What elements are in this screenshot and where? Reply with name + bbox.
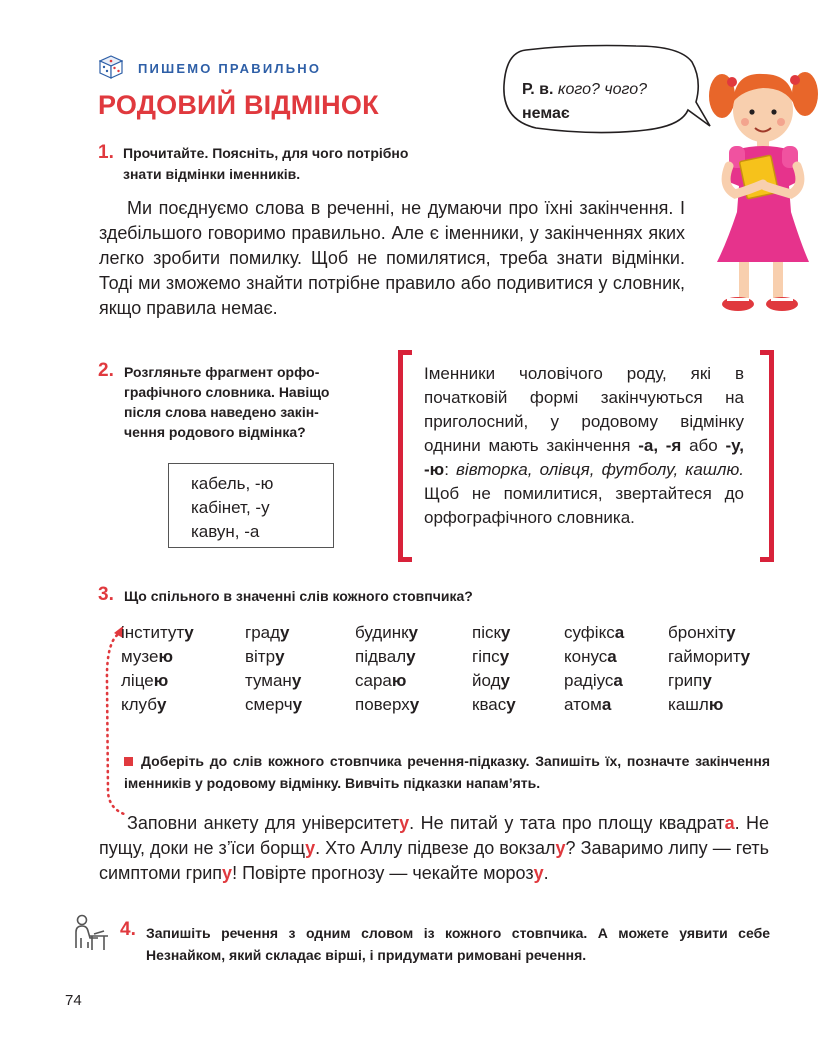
- task1-paragraph: Ми поєднуємо слова в реченні, не думаючи про їхні закінчення. І здебільшого говоримо правильно. Але є іменники, у закінченнях яких легко зробити помилку. Щоб не помилятися, треба знати відмінки. Тоді ми зможемо знайти потрібне правило або подивитися у словник, якщо правила немає.: [99, 198, 685, 318]
- word: суфікса: [564, 623, 625, 642]
- rule-bracket-right: [760, 350, 774, 562]
- task3-subtask-text: Доберіть до слів кожного стовпчика речення-підказку. Запишіть їх, позначте закінчення іменників у родовому відмінку. Вивчіть підказки напам’ять.: [124, 753, 770, 791]
- bullet-square-icon: [124, 757, 133, 766]
- word: бронхіту: [668, 623, 736, 642]
- word-table: [121, 621, 768, 717]
- word: музею: [121, 647, 173, 666]
- rule-ending1: -а, -я: [638, 436, 682, 455]
- case-questions: кого? чого?: [557, 81, 647, 98]
- word-column: [564, 621, 668, 717]
- case-abbr: Р. в.: [522, 81, 554, 98]
- dictionary-entry: кабель, -ю: [191, 474, 274, 493]
- page-number: 74: [65, 992, 82, 1009]
- rule-text: [424, 362, 744, 530]
- word: гаймориту: [668, 647, 751, 666]
- word-column: [245, 621, 355, 717]
- word: радіуса: [564, 671, 623, 690]
- rule-ending2: -у, -ю: [424, 436, 744, 479]
- task2-instruction: [124, 362, 374, 442]
- rule-colon: :: [444, 460, 457, 479]
- page-title: РОДОВИЙ ВІДМІНОК: [98, 90, 379, 120]
- dictionary-entry: кабінет, -у: [191, 498, 270, 517]
- student-at-desk-icon: [70, 914, 110, 952]
- dice-icon: [99, 55, 123, 79]
- word: туману: [245, 671, 302, 690]
- word: сараю: [355, 671, 407, 690]
- task1-line1: Прочитайте. Поясніть, для чого потрібно: [123, 145, 409, 161]
- word-column: [472, 621, 564, 717]
- word-column: [121, 621, 245, 717]
- word: гіпсу: [472, 647, 510, 666]
- rule-or: або: [681, 436, 726, 455]
- girl-illustration: [705, 62, 821, 316]
- word: поверху: [355, 695, 420, 714]
- word: конуса: [564, 647, 617, 666]
- word: піску: [472, 623, 511, 642]
- dictionary-entry: кавун, -а: [191, 522, 260, 541]
- task4-number: 4.: [120, 919, 136, 940]
- word: будинку: [355, 623, 419, 642]
- word: підвалу: [355, 647, 416, 666]
- dictionary-box: [168, 463, 334, 548]
- task1-line2: знати відмінки іменників.: [123, 166, 301, 182]
- task2-number: 2.: [98, 360, 114, 381]
- word: граду: [245, 623, 290, 642]
- bubble-text: [522, 78, 702, 126]
- section-label: ПИШЕМО ПРАВИЛЬНО: [138, 61, 322, 76]
- word: вітру: [245, 647, 285, 666]
- task2-line2: графічного словника. Навіщо: [124, 384, 330, 400]
- task2-line4: чення родового відмінка?: [124, 424, 306, 440]
- word: грипу: [668, 671, 712, 690]
- task3-number: 3.: [98, 584, 114, 605]
- task1-instruction: [123, 143, 483, 185]
- word: квасу: [472, 695, 516, 714]
- task3-subtask: [124, 750, 770, 794]
- word-column: [355, 621, 472, 717]
- word: інституту: [121, 623, 194, 642]
- rule-part2: Щоб не помилитися, звертайтеся до орфографічного словника.: [424, 484, 744, 527]
- task2-line3: після слова наведено закін-: [124, 404, 319, 420]
- task1-number: 1.: [98, 142, 114, 163]
- rule-examples: вівторка, олівця, футболу, кашлю.: [456, 460, 744, 479]
- word: клубу: [121, 695, 167, 714]
- word: смерчу: [245, 695, 303, 714]
- word: ліцею: [121, 671, 169, 690]
- task2-line1: Розгляньте фрагмент орфо-: [124, 364, 320, 380]
- word: атома: [564, 695, 612, 714]
- task3-sentences: Заповни анкету для університету. Не питай у тата про площу квадрата. Не пущу, доки не з’їси борщу. Хто Аллу підвезе до вокзалу? Заваримо липу — геть симптоми грипу! Повірте прогнозу — чекайте морозу.: [99, 813, 770, 883]
- word: кашлю: [668, 695, 724, 714]
- task3-instruction: Що спільного в значенні слів кожного стовпчика?: [124, 588, 473, 604]
- rule-bracket-left: [398, 350, 412, 562]
- bubble-word: немає: [522, 105, 570, 122]
- rule-part1: Іменники чоловічого роду, які в початковій формі закінчуються на приголосний, у родовому відмінку однини мають закінчення: [424, 364, 744, 455]
- task4-instruction: Запишіть речення з одним словом із кожного стовпчика. А можете уявити себе Незнайком, який складає вірші, і придумати римовані речення.: [146, 925, 770, 963]
- word-column: [668, 621, 768, 717]
- word: йоду: [472, 671, 510, 690]
